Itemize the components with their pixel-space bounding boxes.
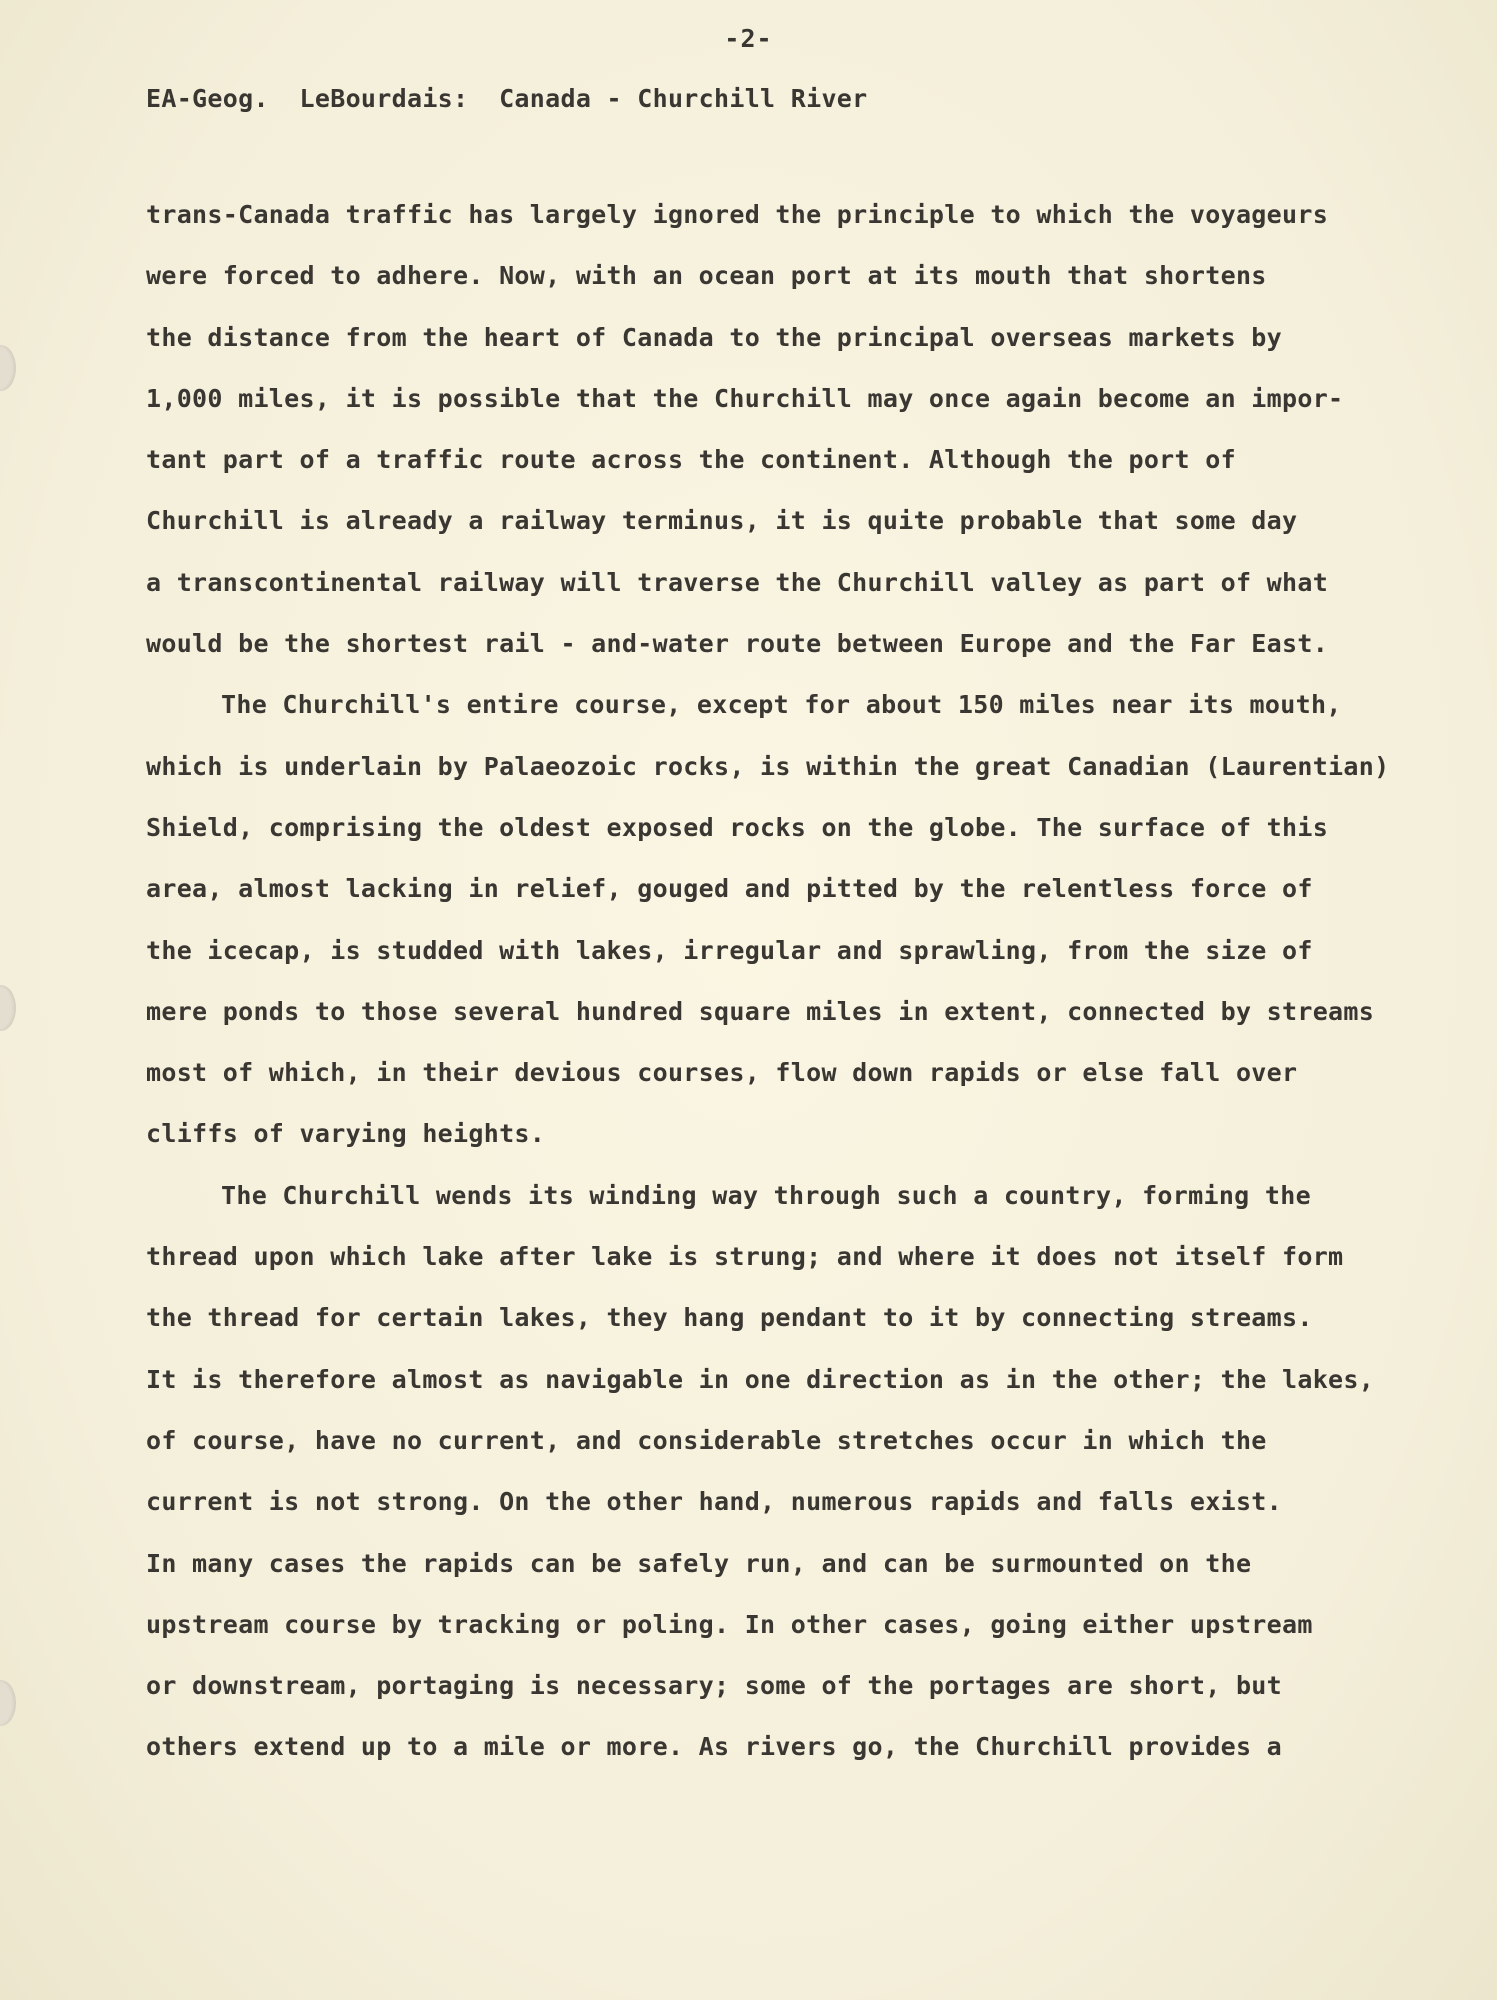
punch-hole [0,985,16,1031]
text-line: current is not strong. On the other hand, numerous rapids and falls exist. [146,1487,1282,1517]
text-line: which is underlain by Palaeozoic rocks, is within the great Canadian (Laurentian) [146,751,1390,781]
text-line: were forced to adhere. Now, with an ocean port at its mouth that shortens [146,261,1267,291]
text-line: 1,000 miles, it is possible that the Churchill may once again become an impor- [146,383,1344,413]
text-line: tant part of a traffic route across the continent. Although the port of [146,445,1236,475]
text-line: a transcontinental railway will traverse the Churchill valley as part of what [146,567,1329,597]
text-line: the distance from the heart of Canada to the principal overseas markets by [146,322,1282,352]
punch-hole [0,345,16,391]
page-number: -2- [724,24,773,53]
text-line: cliffs of varying heights. [146,1119,546,1149]
text-line: mere ponds to those several hundred square miles in extent, connected by streams [146,996,1375,1026]
text-line: would be the shortest rail - and-water route between Europe and the Far East. [146,629,1329,659]
text-line: the thread for certain lakes, they hang pendant to it by connecting streams. [146,1303,1313,1333]
text-line: It is therefore almost as navigable in one direction as in the other; the lakes, [146,1364,1375,1394]
paragraph-start-line: The Churchill's entire course, except for about 150 miles near its mouth, [221,690,1342,720]
text-line: Churchill is already a railway terminus, it is quite probable that some day [146,506,1298,536]
text-line: the icecap, is studded with lakes, irregular and sprawling, from the size of [146,935,1313,965]
text-line: thread upon which lake after lake is strung; and where it does not itself form [146,1242,1344,1272]
paragraph-start-line: The Churchill wends its winding way through such a country, forming the [221,1180,1311,1210]
text-line: Shield, comprising the oldest exposed rocks on the globe. The surface of this [146,812,1329,842]
body-text [146,200,1390,1794]
text-line: of course, have no current, and considerable stretches occur in which the [146,1425,1267,1455]
text-line: or downstream, portaging is necessary; some of the portages are short, but [146,1671,1282,1701]
text-line: others extend up to a mile or more. As rivers go, the Churchill provides a [146,1732,1282,1762]
document-header: EA-Geog. LeBourdais: Canada - Churchill River [146,84,868,113]
text-line: area, almost lacking in relief, gouged and pitted by the relentless force of [146,874,1313,904]
text-line: trans-Canada traffic has largely ignored the principle to which the voyageurs [146,200,1329,229]
text-line: In many cases the rapids can be safely run, and can be surmounted on the [146,1548,1252,1578]
text-line: upstream course by tracking or poling. In other cases, going either upstream [146,1609,1313,1639]
punch-hole [0,1680,16,1726]
text-line: most of which, in their devious courses, flow down rapids or else fall over [146,1058,1298,1088]
